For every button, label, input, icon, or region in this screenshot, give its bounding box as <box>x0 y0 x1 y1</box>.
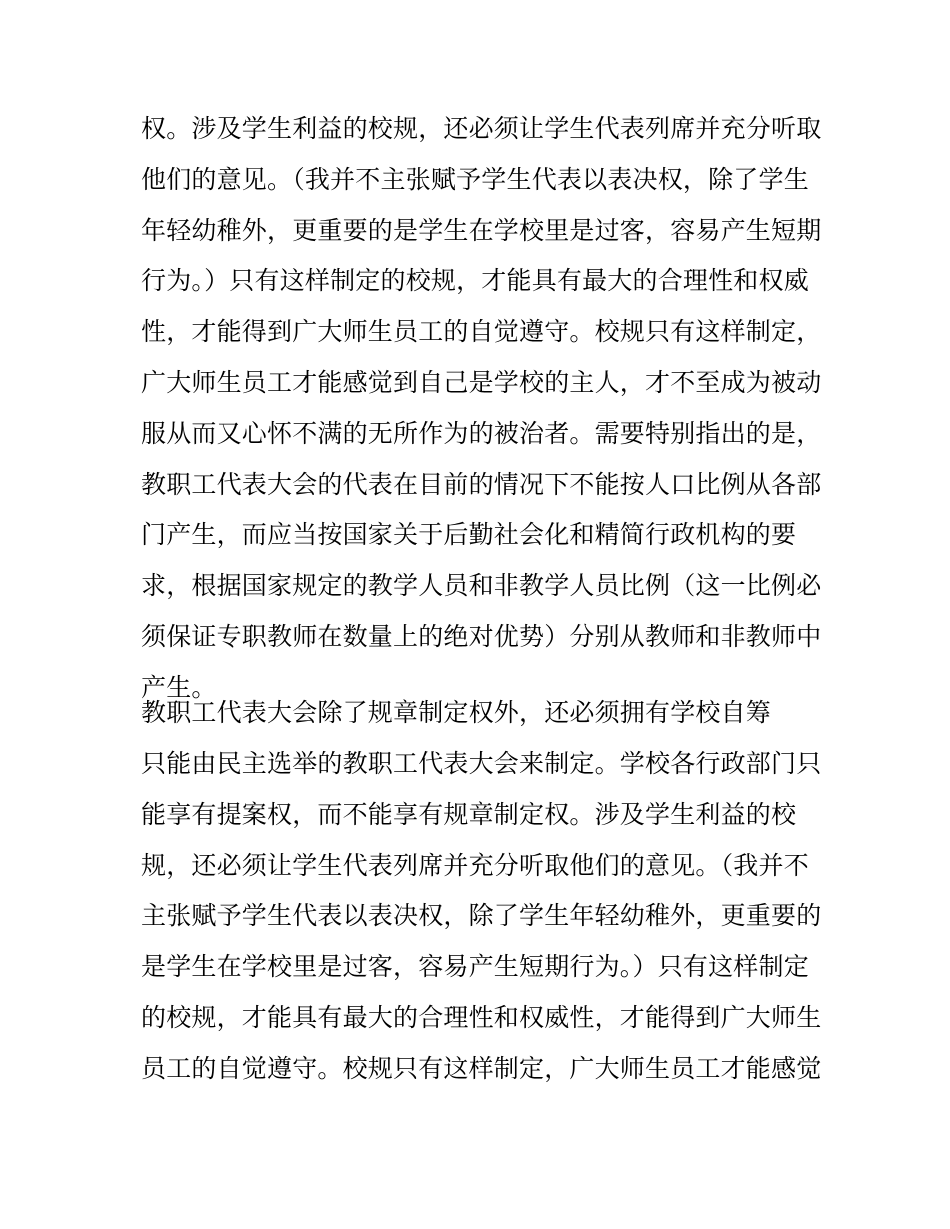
text-line: 是学生在学校里是过客，容易产生短期行为。）只有这样制定 <box>141 952 809 982</box>
paragraph-1 <box>141 104 821 714</box>
text-line: 广大师生员工才能感觉到自己是学校的主人，才不至成为被动 <box>141 367 822 397</box>
text-line: 性，才能得到广大师生员工的自觉遵守。校规只有这样制定， <box>141 317 822 347</box>
text-line: 规，还必须让学生代表列席并充分听取他们的意见。（我并不 <box>141 850 809 880</box>
text-line: 员工的自觉遵守。校规只有这样制定，广大师生员工才能感觉 <box>141 1053 822 1083</box>
text-line: 求，根据国家规定的教学人员和非教学人员比例（这一比例必 <box>141 571 822 601</box>
text-line: 产生。 <box>141 672 217 702</box>
text-line: 只能由民主选举的教职工代表大会来制定。学校各行政部门只 <box>141 749 822 778</box>
text-line: 的校规，才能具有最大的合理性和权威性，才能得到广大师生 <box>141 1002 822 1032</box>
text-line: 教职工代表大会除了规章制定权外，还必须拥有学校自筹 <box>141 698 772 727</box>
paragraph-3 <box>141 739 821 1095</box>
text-line: 门产生，而应当按国家关于后勤社会化和精简行政机构的要 <box>141 520 797 550</box>
text-line: 主张赋予学生代表以表决权，除了学生年轻幼稚外，更重要的 <box>141 901 822 931</box>
text-line: 教职工代表大会的代表在目前的情况下不能按人口比例从各部 <box>141 469 822 499</box>
text-line: 须保证专职教师在数量上的绝对优势）分别从教师和非教师中 <box>141 621 822 651</box>
paragraph-2 <box>141 688 821 739</box>
text-line: 行为。）只有这样制定的校规，才能具有最大的合理性和权威 <box>141 266 809 296</box>
text-line: 年轻幼稚外，更重要的是学生在学校里是过客，容易产生短期 <box>141 215 822 245</box>
text-line: 服从而又心怀不满的无所作为的被治者。需要特别指出的是， <box>141 418 822 448</box>
text-line: 能享有提案权，而不能享有规章制定权。涉及学生利益的校 <box>141 799 797 829</box>
text-line: 权。涉及学生利益的校规，还必须让学生代表列席并充分听取 <box>141 114 822 143</box>
text-line: 他们的意见。（我并不主张赋予学生代表以表决权，除了学生 <box>141 164 809 194</box>
